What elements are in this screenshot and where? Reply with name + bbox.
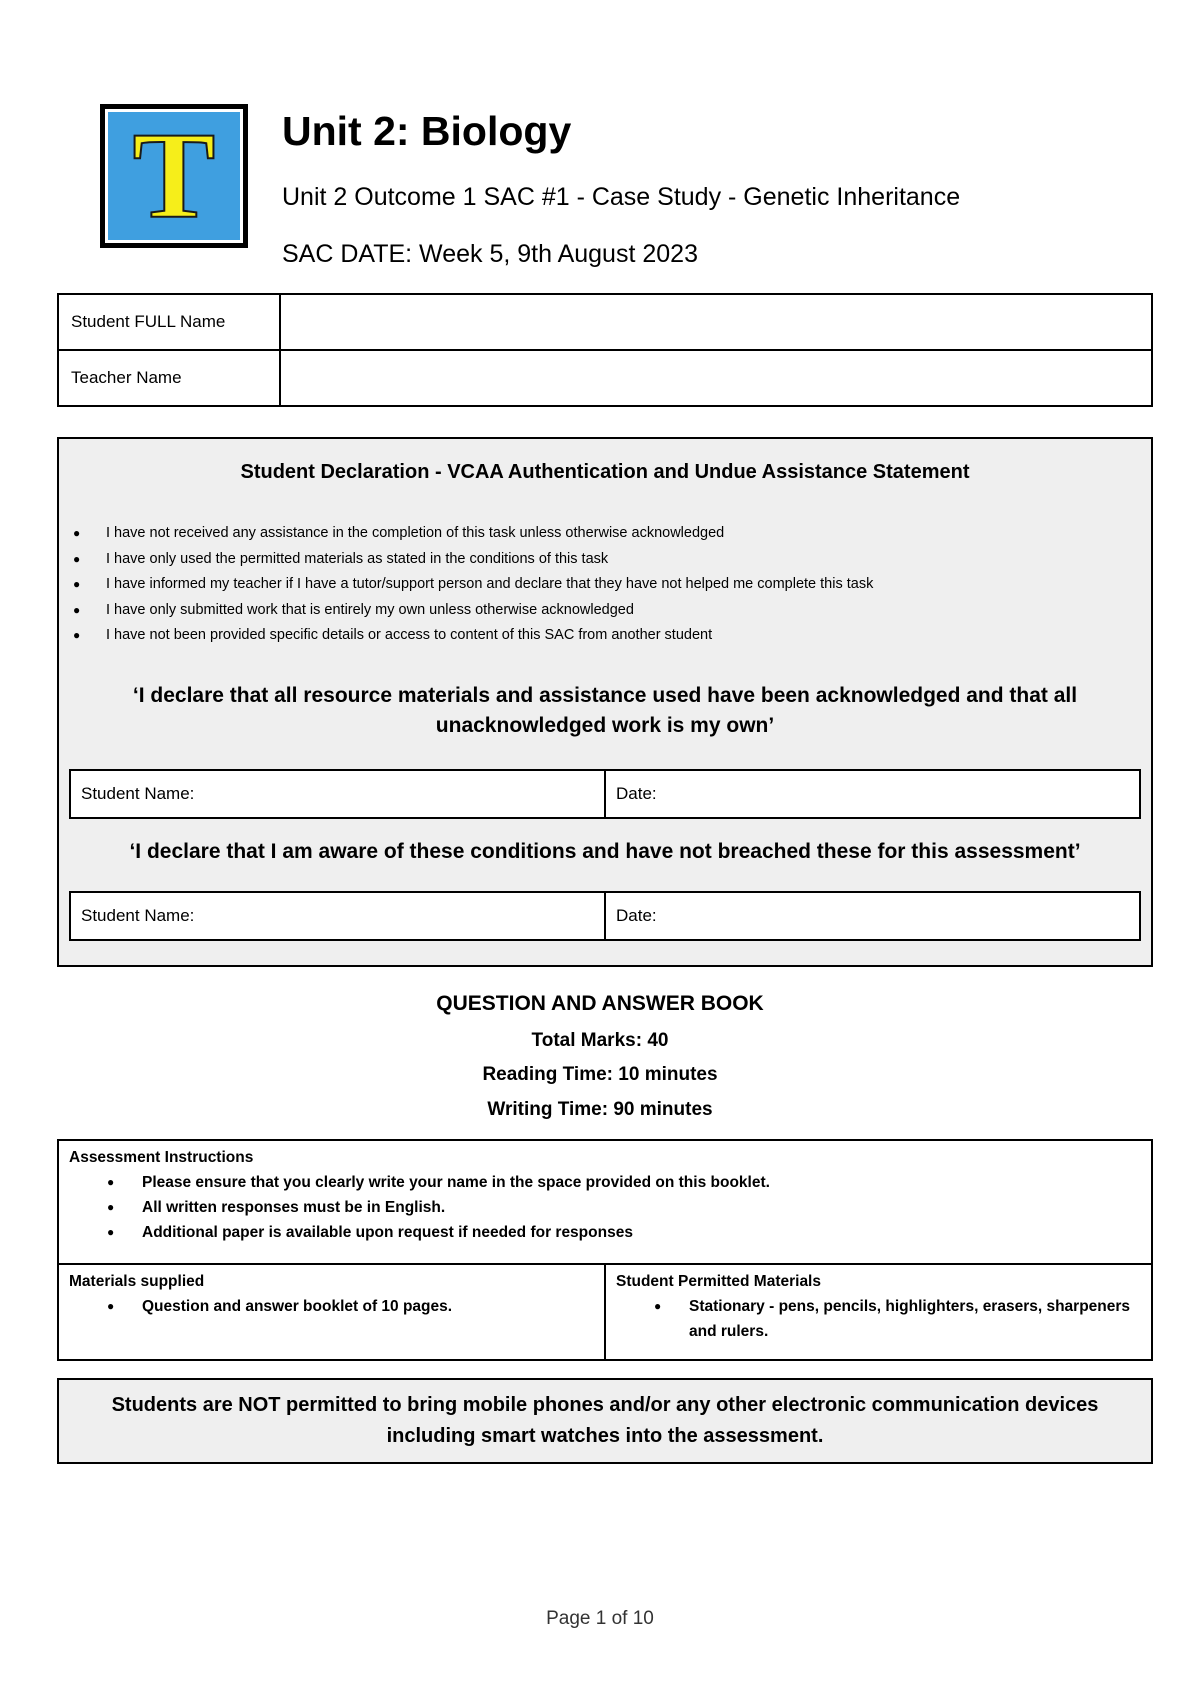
assessment-instructions-title: Assessment Instructions	[69, 1149, 254, 1166]
signature-row-2	[69, 891, 1141, 941]
materials-supplied-item: ● Question and answer booklet of 10 pages.	[69, 1294, 594, 1319]
date-field-2[interactable]: Date:	[605, 892, 1140, 940]
student-name-field-1[interactable]: Student Name:	[70, 770, 605, 818]
qa-book-title: QUESTION AND ANSWER BOOK	[436, 992, 764, 1015]
declaration-item: ● I have not received any assistance in the completion of this task unless otherwise acknowledged	[73, 521, 873, 547]
school-logo	[100, 104, 248, 248]
instructions-table	[57, 1139, 1153, 1361]
writing-time: Writing Time: 90 minutes	[487, 1099, 713, 1120]
student-full-name-label: Student FULL Name	[58, 294, 280, 350]
date-field-1[interactable]: Date:	[605, 770, 1140, 818]
student-full-name-row	[58, 294, 1152, 350]
materials-supplied-list	[69, 1294, 594, 1319]
declaration-item: ● I have not been provided specific details or access to content of this SAC from another student	[73, 623, 873, 649]
teacher-name-field[interactable]	[280, 350, 1152, 406]
student-declaration-box	[57, 437, 1153, 967]
declaration-item: ● I have only used the permitted materials as stated in the conditions of this task	[73, 547, 873, 573]
permitted-materials-title: Student Permitted Materials	[616, 1273, 821, 1290]
materials-supplied-cell	[58, 1264, 605, 1360]
signature-row-1	[69, 769, 1141, 819]
assessment-instructions-cell	[58, 1140, 1152, 1264]
sac-date: SAC DATE: Week 5, 9th August 2023	[282, 240, 698, 268]
student-name-field-2[interactable]: Student Name:	[70, 892, 605, 940]
declaration-item: ● I have only submitted work that is entirely my own unless otherwise acknowledged	[73, 598, 873, 624]
declaration-quote-conditions: ‘I declare that I am aware of these conditions and have not breached these for this assessment’	[129, 840, 1081, 863]
instruction-item: ● Additional paper is available upon request if needed for responses	[69, 1220, 1141, 1245]
document-title: Unit 2: Biology	[282, 108, 572, 154]
page-number: Page 1 of 10	[546, 1608, 654, 1629]
permitted-materials-cell	[605, 1264, 1152, 1360]
materials-supplied-title: Materials supplied	[69, 1273, 205, 1290]
permitted-materials-item: ● Stationary - pens, pencils, highlighters, erasers, sharpeners and rulers.	[616, 1294, 1141, 1344]
teacher-name-row	[58, 350, 1152, 406]
name-table	[57, 293, 1153, 407]
declaration-list	[73, 521, 873, 649]
teacher-name-label: Teacher Name	[58, 350, 280, 406]
logo-background	[108, 107, 240, 244]
instruction-item: ● Please ensure that you clearly write your name in the space provided on this booklet.	[69, 1170, 1141, 1195]
instruction-item: ● All written responses must be in English.	[69, 1195, 1141, 1220]
total-marks: Total Marks: 40	[531, 1030, 669, 1051]
declaration-item: ● I have informed my teacher if I have a tutor/support person and declare that they have not helped me complete this task	[73, 572, 873, 598]
permitted-materials-list	[616, 1294, 1141, 1344]
declaration-quote-acknowledged: ‘I declare that all resource materials and assistance used have been acknowledged and that all unacknowledged work is my own’	[132, 684, 1078, 737]
declaration-heading: Student Declaration - VCAA Authentication and Undue Assistance Statement	[240, 461, 970, 483]
electronic-devices-warning: Students are NOT permitted to bring mobile phones and/or any other electronic communication devices including smart watches into the assessment.	[57, 1378, 1153, 1464]
logo-letter: T	[132, 107, 216, 244]
reading-time: Reading Time: 10 minutes	[482, 1064, 718, 1085]
document-subtitle: Unit 2 Outcome 1 SAC #1 - Case Study - Genetic Inheritance	[282, 183, 961, 211]
assessment-instructions-list	[69, 1170, 1141, 1245]
student-full-name-field[interactable]	[280, 294, 1152, 350]
